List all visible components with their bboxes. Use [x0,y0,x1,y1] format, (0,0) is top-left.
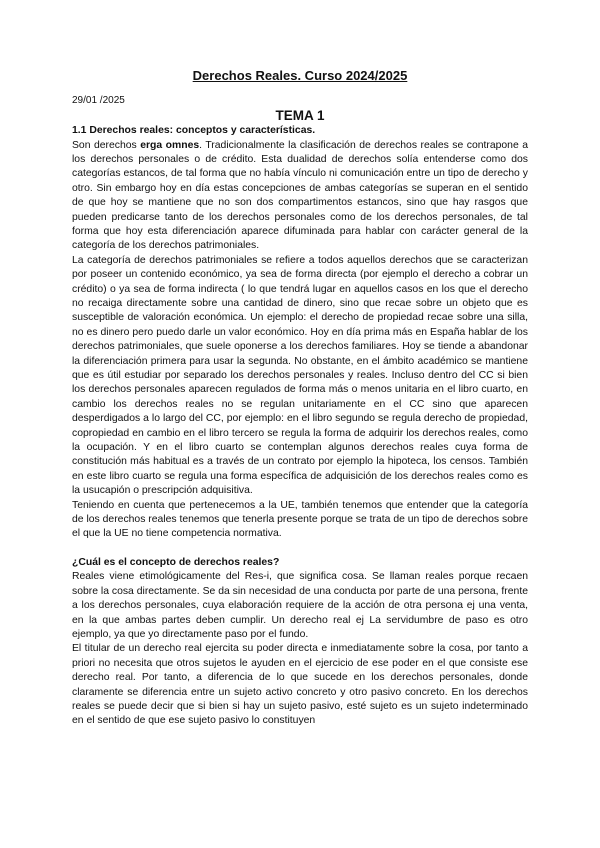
spacer [72,542,528,556]
paragraph-3: Teniendo en cuenta que pertenecemos a la UE, también tenemos que entender que la categoría de los derechos reales tenemos que tenerla presente porque se trata de un tipo de derechos sobre el que la UE no tiene competencia normativa. [72,499,528,540]
paragraph-1-lead: Son derechos [72,139,141,151]
tema-heading: TEMA 1 [275,108,325,123]
paragraph-5: El titular de un derecho real ejercita su poder directa e inmediatamente sobre la cosa, por tanto a priori no necesita que otros sujetos le ayuden en el ejercicio de ese poder en el que consiste ese derecho real. Por tanto, a diferencia de lo que sucede en los derechos personales, donde claramente se diferencia entre un sujeto activo concreto y otro pasivo concreto. En los derechos reales se puede decir que si bien si hay un sujeto pasivo, esté sujeto es un sujeto indeterminado en el sentido de que ese sujeto pasivo lo constituyen [72,643,528,727]
document-page [72,68,528,729]
document-date: 29/01 /2025 [72,95,125,106]
paragraph-4: Reales viene etimológicamente del Res-i, que significa cosa. Se llaman reales porque recaen sobre la cosa directamente. Se da sin necesidad de una conducta por parte de una persona, frente a los derechos personales, cuya elaboración requiere de la acción de otra persona ej una venta, en la que ambas partes deben cumplir. Un derecho real ej La servidumbre de paso es otro ejemplo, ya que yo directamente paso por el fundo. [72,571,528,640]
document-title: Derechos Reales. Curso 2024/2025 [192,68,408,83]
erga-omnes-term: erga omnes [140,139,200,151]
question-heading: ¿Cuál es el concepto de derechos reales? [72,556,280,568]
section-heading: 1.1 Derechos reales: conceptos y características. [72,125,316,136]
paragraph-1-rest: . Tradicionalmente la clasificación de derechos reales se contrapone a los derechos personales o de crédito. Esta dualidad de derechos solía entenderse como dos categorías estancos, de tal forma que no había vínculo ni comunicación entre un tipo de derecho y otro. Sin embargo hoy en día estas concepciones de ambas categorías se superan en el sentido de que hoy se mantiene que no son dos compartimentos estancos, sino que hay rasgos que pueden predicarse tanto de los derechos personales como de los derechos personales, de tal forma que hoy esta diferenciación aparece difuminada para hablar con carácter general de la categoría de los derechos patrimoniales. [72,139,529,252]
paragraph-1 [72,139,528,254]
paragraph-2: La categoría de derechos patrimoniales se refiere a todos aquellos derechos que se caracterizan por poseer un contenido económico, ya sea de forma directa (por ejemplo el derecho a cobrar un crédito) o ya sea de forma indirecta ( lo que tendrá lugar en aquellos casos en los que el derecho no recaiga directamente sobre una cantidad de dinero, sino que recae sobre un objeto que es susceptible de valoración económica. Un ejemplo: el derecho de propiedad recae sobre una silla, no es dinero pero puedo darle un valor económico. Hoy en día prima más en España hablar de los derechos patrimoniales, que suele oponerse a los derechos familiares. Hoy se tiende a abandonar la diferenciación primera para usar la segunda. No obstante, en el ámbito académico se mantiene que es útil estudiar por separado los derechos personales y reales. Incluso dentro del CC si bien los derechos personales aparecen regulados de forma más o menos unitaria en el libro cuarto, en cambio los derechos reales no se regulan unitariamente en el CC sino que aparecen desperdigados a lo largo del CC, por ejemplo: en el libro segundo se regula derecho de propiedad, copropiedad en cambio en el libro tercero se regula la forma de adquirir los derechos reales, como la ocupación. Y en el libro cuarto se contemplan algunos derechos reales cuya forma de constitución más habitual es a través de un contrato por ejemplo la hipoteca, los censos. También en este libro cuarto se regula una forma específica de adquisición de los derechos reales como es la usucapión o prescripción adquisitiva. [72,254,528,497]
